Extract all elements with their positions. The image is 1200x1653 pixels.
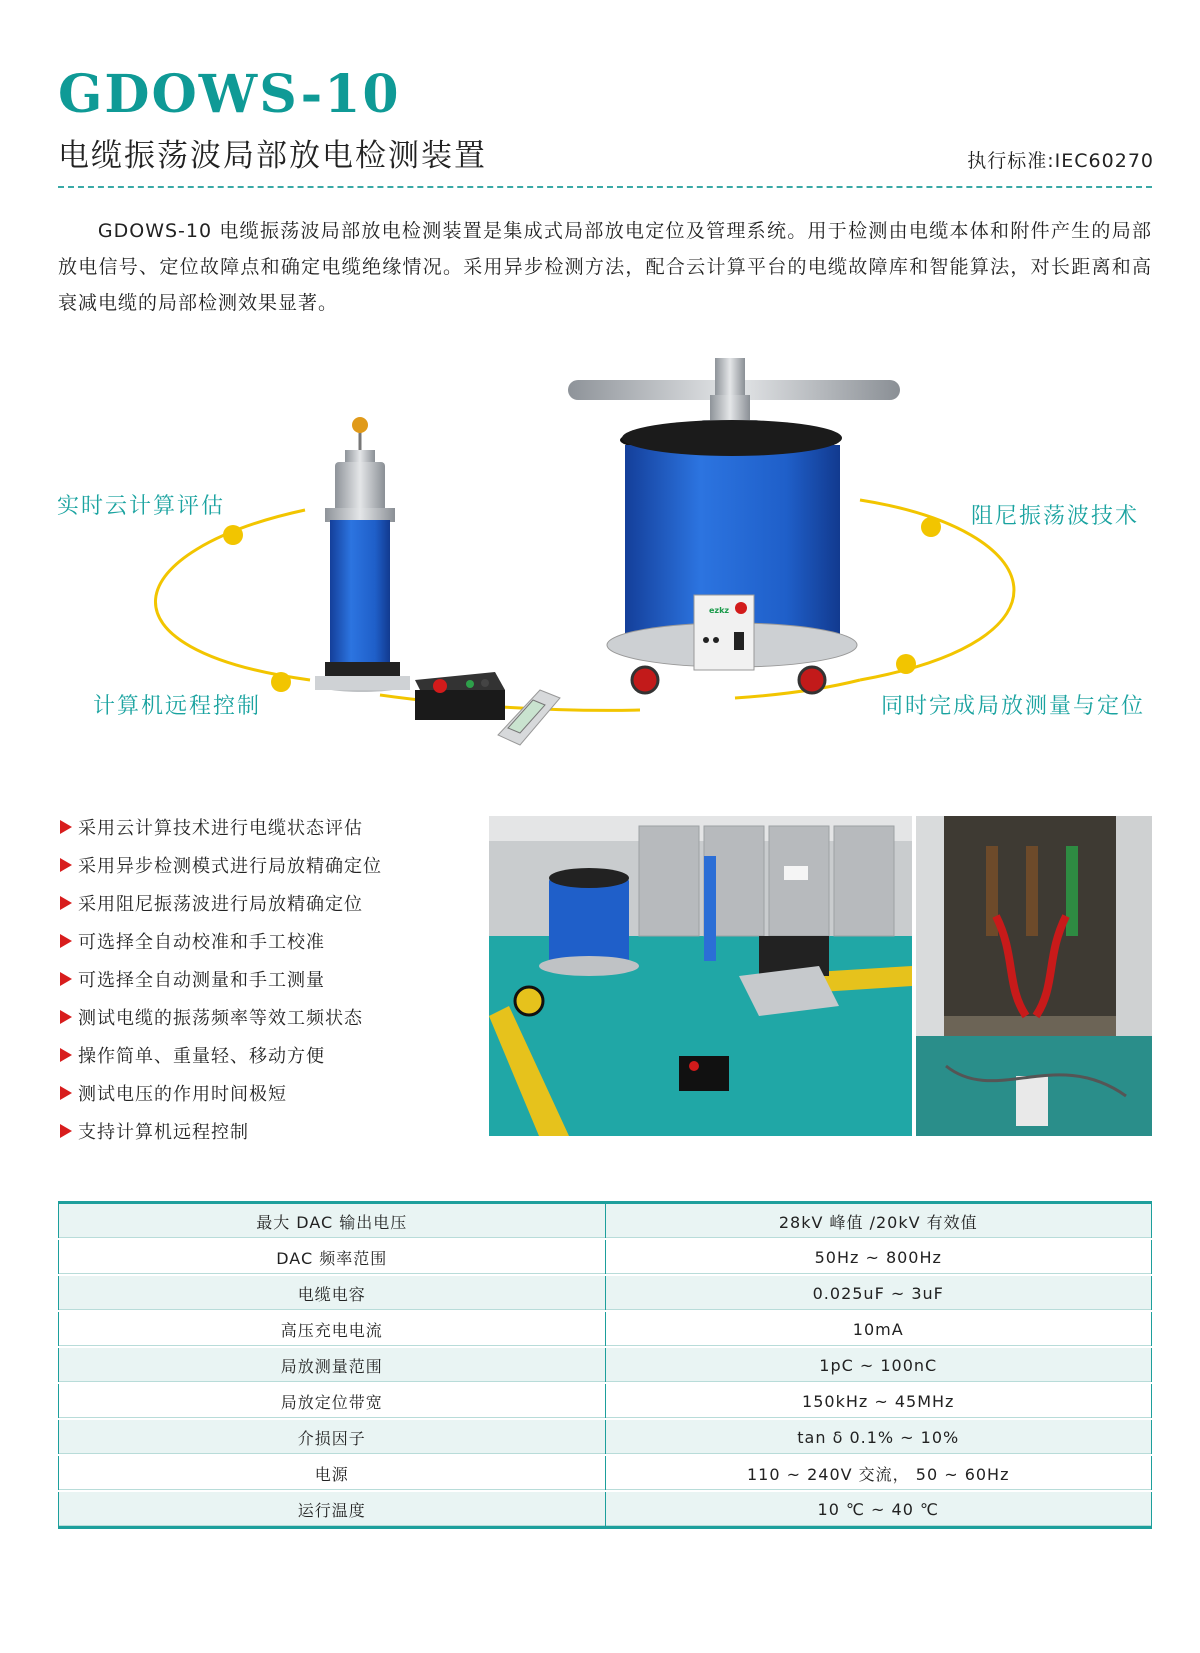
feature-item: 采用阻尼振荡波进行局放精确定位 bbox=[60, 884, 382, 922]
spec-value: 50Hz ~ 800Hz bbox=[605, 1239, 1152, 1275]
callout-measure-locate: 同时完成局放测量与定位 bbox=[881, 694, 1146, 719]
spec-value: 110 ~ 240V 交流， 50 ~ 60Hz bbox=[605, 1455, 1152, 1491]
standard-label: 执行标准:IEC60270 bbox=[967, 150, 1154, 172]
spec-label: 介损因子 bbox=[59, 1419, 606, 1455]
handheld-meter-illustration bbox=[498, 690, 560, 745]
spec-label: 局放测量范围 bbox=[59, 1347, 606, 1383]
device-logo: ezkz bbox=[709, 606, 730, 615]
table-row bbox=[59, 1455, 1152, 1491]
spec-label: 最大 DAC 输出电压 bbox=[59, 1203, 606, 1240]
bullet-triangle-icon bbox=[60, 858, 72, 872]
feature-item: 采用云计算技术进行电缆状态评估 bbox=[60, 808, 382, 846]
orbit-dot bbox=[223, 525, 243, 545]
callout-remote-control: 计算机远程控制 bbox=[93, 694, 262, 719]
table-row bbox=[59, 1347, 1152, 1383]
feature-item: 采用异步检测模式进行局放精确定位 bbox=[60, 846, 382, 884]
spec-value: 10 ℃ ~ 40 ℃ bbox=[605, 1491, 1152, 1528]
product-subtitle: 电缆振荡波局部放电检测装置 bbox=[58, 138, 487, 174]
header-divider bbox=[58, 186, 1152, 188]
spec-value: 28kV 峰值 /20kV 有效值 bbox=[605, 1203, 1152, 1240]
spec-value: tan δ 0.1% ~ 10% bbox=[605, 1419, 1152, 1455]
bullet-triangle-icon bbox=[60, 1048, 72, 1062]
callout-damped-oscillation: 阻尼振荡波技术 bbox=[971, 504, 1140, 529]
feature-list bbox=[60, 808, 382, 1150]
bullet-triangle-icon bbox=[60, 972, 72, 986]
orbit-dot bbox=[921, 517, 941, 537]
field-photo-cabinet bbox=[916, 816, 1152, 1136]
bullet-triangle-icon bbox=[60, 820, 72, 834]
bullet-triangle-icon bbox=[60, 1124, 72, 1138]
feature-item: 可选择全自动测量和手工测量 bbox=[60, 960, 382, 998]
spec-value: 0.025uF ~ 3uF bbox=[605, 1275, 1152, 1311]
feature-item: 测试电缆的振荡频率等效工频状态 bbox=[60, 998, 382, 1036]
spec-label: 高压充电电流 bbox=[59, 1311, 606, 1347]
bullet-triangle-icon bbox=[60, 896, 72, 910]
feature-item: 支持计算机远程控制 bbox=[60, 1112, 382, 1150]
callout-cloud-evaluation: 实时云计算评估 bbox=[57, 494, 226, 519]
table-row bbox=[59, 1419, 1152, 1455]
bullet-triangle-icon bbox=[60, 1010, 72, 1024]
spec-value: 1pC ~ 100nC bbox=[605, 1347, 1152, 1383]
table-row bbox=[59, 1383, 1152, 1419]
feature-item: 操作简单、重量轻、移动方便 bbox=[60, 1036, 382, 1074]
bullet-triangle-icon bbox=[60, 934, 72, 948]
field-photo-lab bbox=[489, 816, 912, 1136]
spec-label: 电缆电容 bbox=[59, 1275, 606, 1311]
spec-label: DAC 频率范围 bbox=[59, 1239, 606, 1275]
table-row bbox=[59, 1239, 1152, 1275]
control-box-illustration bbox=[415, 672, 505, 720]
intro-paragraph: GDOWS-10 电缆振荡波局部放电检测装置是集成式局部放电定位及管理系统。用于检测由电缆本体和附件产生的局部放电信号、定位故障点和确定电缆绝缘情况。采用异步检测方法，配合云计算平台的电缆故障库和智能算法，对长距离和高衰减电缆的局部检测效果显著。 bbox=[58, 220, 1152, 314]
spec-label: 运行温度 bbox=[59, 1491, 606, 1528]
spec-label: 电源 bbox=[59, 1455, 606, 1491]
spec-value: 10mA bbox=[605, 1311, 1152, 1347]
spec-value: 150kHz ~ 45MHz bbox=[605, 1383, 1152, 1419]
model-title: GDOWS-10 bbox=[58, 64, 401, 125]
bullet-triangle-icon bbox=[60, 1086, 72, 1100]
table-row bbox=[59, 1203, 1152, 1240]
table-row bbox=[59, 1491, 1152, 1528]
orbit-dot bbox=[271, 672, 291, 692]
feature-item: 可选择全自动校准和手工校准 bbox=[60, 922, 382, 960]
spec-label: 局放定位带宽 bbox=[59, 1383, 606, 1419]
orbit-dot bbox=[896, 654, 916, 674]
voltage-divider-illustration bbox=[315, 417, 410, 692]
table-row bbox=[59, 1275, 1152, 1311]
spec-table bbox=[58, 1201, 1152, 1529]
table-row bbox=[59, 1311, 1152, 1347]
feature-item: 测试电压的作用时间极短 bbox=[60, 1074, 382, 1112]
resonance-unit-illustration bbox=[568, 358, 900, 693]
orbit-ring bbox=[155, 500, 1013, 710]
